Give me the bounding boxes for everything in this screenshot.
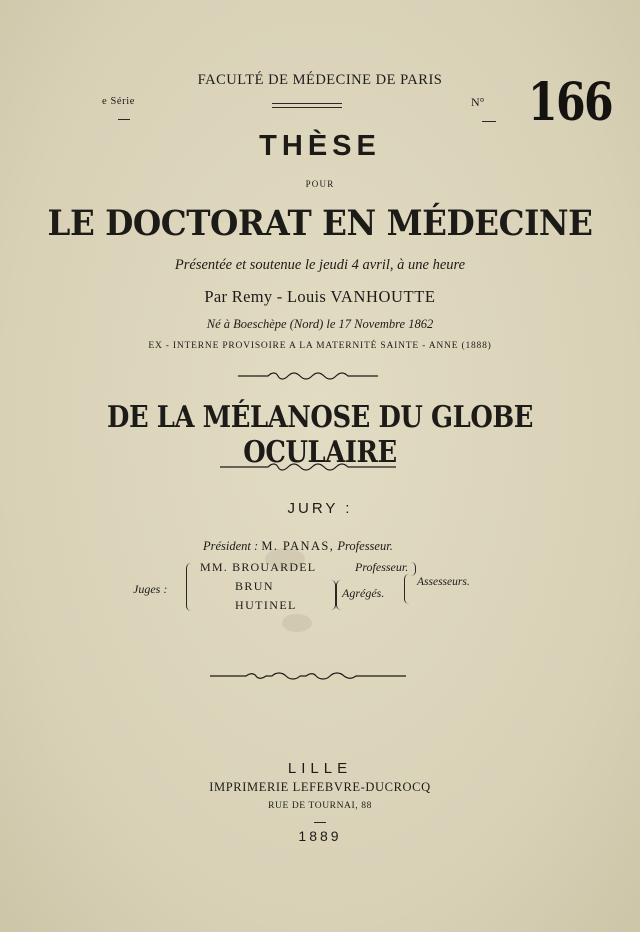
printer: IMPRIMERIE LEFEBVRE-DUCROCQ xyxy=(209,780,431,794)
president-name: M. PANAS, xyxy=(261,539,335,553)
president-label: Président : xyxy=(203,539,259,553)
jury-member: BRUN xyxy=(235,579,274,593)
year-dash xyxy=(314,822,326,823)
jury-member: HUTINEL xyxy=(235,598,297,612)
jury-heading: JURY : xyxy=(287,500,353,517)
thesis-title: DE LA MÉLANOSE DU GLOBE OCULAIRE xyxy=(107,400,533,470)
degree-title: LE DOCTORAT EN MÉDECINE xyxy=(47,203,593,244)
assesseurs-label: Assesseurs. xyxy=(417,576,470,588)
president-role: Professeur. xyxy=(337,539,393,553)
publication-year: 1889 xyxy=(298,828,342,844)
ornament-divider xyxy=(220,462,396,472)
printer-address: RUE DE TOURNAI, 88 xyxy=(268,801,372,811)
number-dash xyxy=(482,121,496,122)
agreges-label: Agrégés. xyxy=(342,586,385,600)
presentation-line: Présentée et soutenue le jeudi 4 avril, à une heure xyxy=(174,257,466,273)
president-line xyxy=(203,539,393,554)
thesis-number: 166 xyxy=(528,72,613,133)
ornament-divider xyxy=(238,371,378,381)
these-heading: THÈSE xyxy=(259,130,381,162)
pour-label: POUR xyxy=(305,179,335,189)
number-label: N° xyxy=(471,95,485,109)
position-line: EX - INTERNE PROVISOIRE A LA MATERNITÉ SAINTE - ANNE (1888) xyxy=(148,341,492,351)
author-given-names: Remy - Louis xyxy=(231,287,327,306)
role-brace xyxy=(410,562,416,576)
author-prefix: Par xyxy=(204,287,228,306)
assesseurs-brace xyxy=(404,574,410,604)
jury-member-role: Professeur. xyxy=(355,560,409,574)
faculty-heading: FACULTÉ DE MÉDECINE DE PARIS xyxy=(197,72,443,88)
city: LILLE xyxy=(287,760,353,777)
jury-member: MM. BROUARDEL xyxy=(200,560,317,574)
judges-label: Juges : xyxy=(133,582,168,596)
left-brace xyxy=(186,563,193,611)
paper-stain xyxy=(282,614,312,632)
author-surname: VANHOUTTE xyxy=(330,287,436,306)
ornament-divider xyxy=(210,671,406,681)
birth-line: Né à Boeschèpe (Nord) le 17 Novembre 1862 xyxy=(206,317,434,331)
author-line xyxy=(0,287,640,307)
agreges-brace xyxy=(336,580,341,610)
series-label: e Série xyxy=(102,96,136,107)
double-rule xyxy=(272,103,342,108)
series-dash xyxy=(118,119,130,120)
